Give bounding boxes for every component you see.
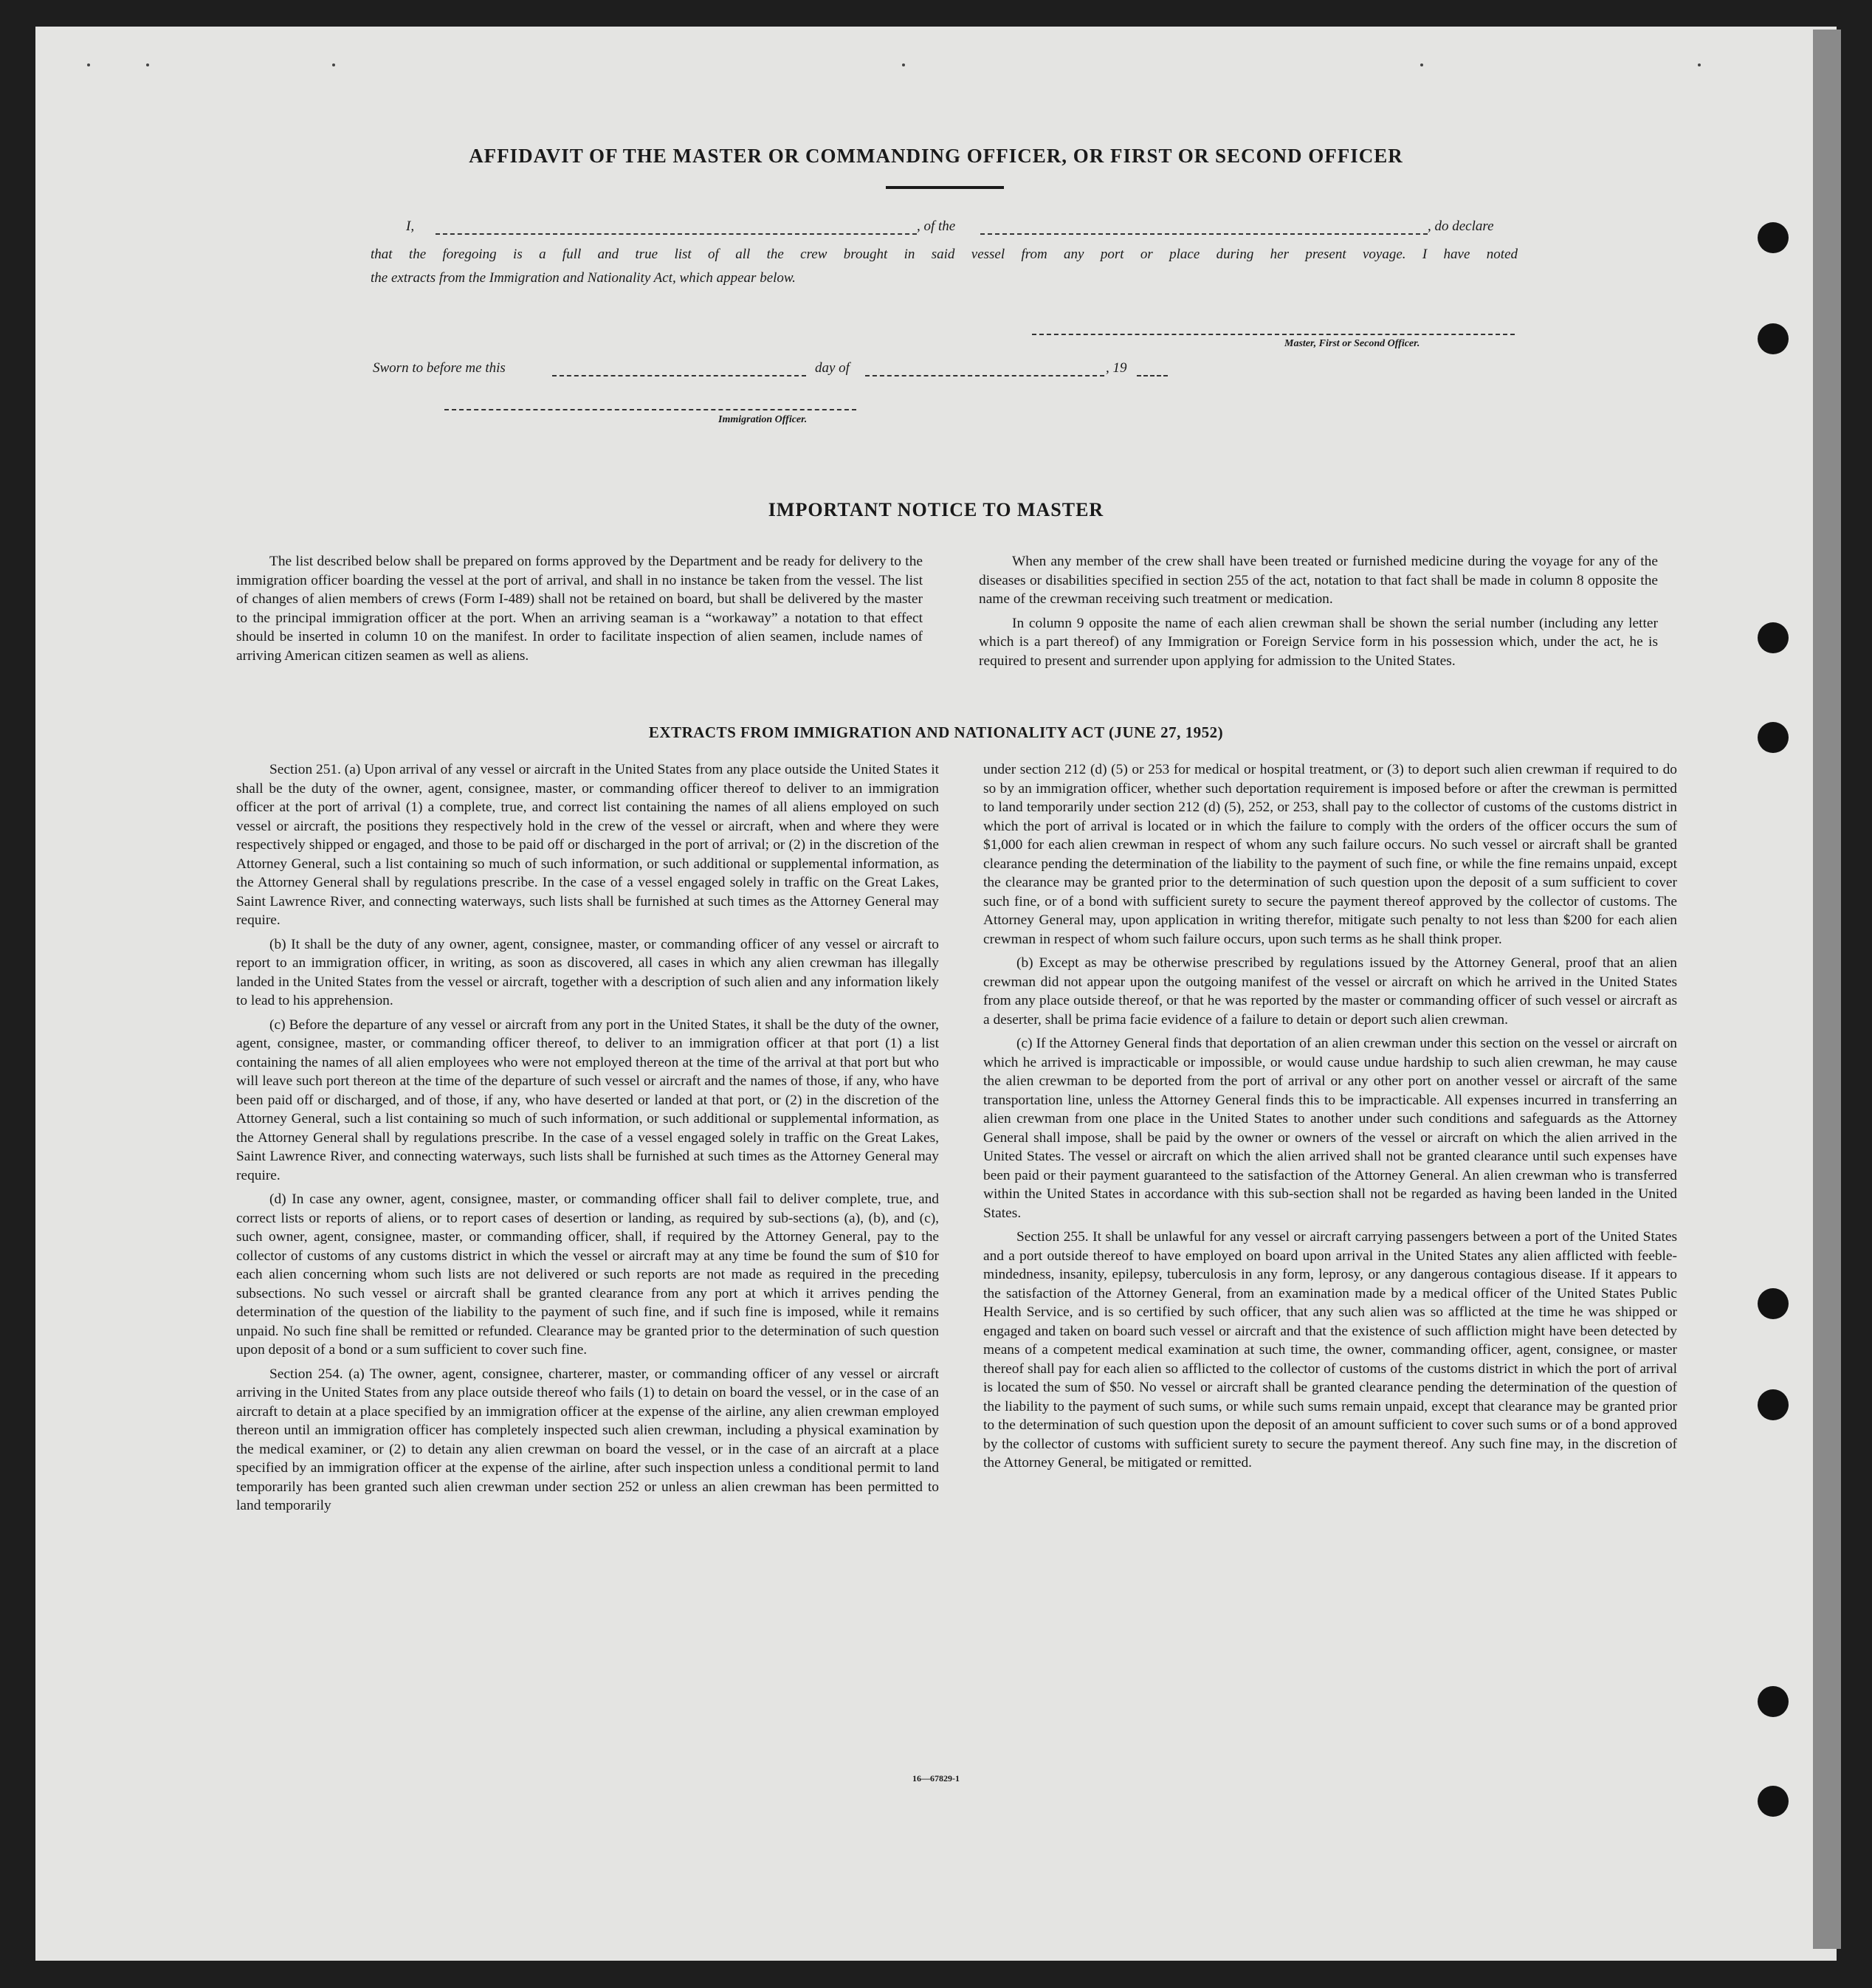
extracts-title: EXTRACTS FROM IMMIGRATION AND NATIONALITY ACT (JUNE 27, 1952) xyxy=(648,723,1224,741)
section-254-a-cont: under section 212 (d) (5) or 253 for medical or hospital treatment, or (3) to deport such alien crewman if required to do so by an immigration officer, whether such deportation requirement is imposed before or after the crewman is permitted to land temporarily under section 212 (d) (5), 252, or 253, shall pay to the collector of customs of the customs district in which the port of arrival is located or in which the failure to comply with the orders of the officer occurs the sum of $1,000 for each alien crewman in respect of whom any such failure occurs. No such vessel or aircraft shall be granted clearance pending the determination of the liability to the payment of such fine, or while the fine remains unpaid, except the clearance may be granted prior to the determination of such question upon the deposit of a sum sufficient to cover such fine, or of a bond with sufficient surety to secure the payment thereof approved by the collector of customs. The Attorney General may, upon application in writing therefor, mitigate such penalty to not less than $200 for each alien crewman in respect of whom such failure occurs, upon such terms as he shall think proper. xyxy=(983,762,1677,947)
title-rule xyxy=(886,186,1004,189)
vessel-name-line[interactable] xyxy=(980,233,1428,235)
section-254-a: Section 254. (a) The owner, agent, consignee, charterer, master, or commanding officer of any vessel or aircraft arriving in the United States from any place outside thereof who fails (1) to detain on board the vessel, or in the case of an aircraft to detain at a place specified by an immigration officer at the expense of the airline, any alien crewman employed thereon until an immigration officer has completely inspected such alien crewman, including a physical examination by the medical examiner, or (2) to detain any alien crewman on board the vessel, or in the case of an aircraft at a place specified by an immigration officer at the expense of the airline, after such inspection unless a conditional permit to land temporarily has been granted such alien crewman under section 252 or unless an alien crewman has been permitted to land temporarily xyxy=(236,1366,939,1513)
sworn-month-line[interactable] xyxy=(865,375,1104,376)
scan-speck xyxy=(332,63,335,66)
section-254-b: (b) Except as may be otherwise prescribed by regulations issued by the Attorney General, proof that an alien crewman did not appear upon the outgoing manifest of the vessel or aircraft on which he arrived in the United States from any place outside thereof, or that he was reported by the master or commanding officer of such vessel or aircraft as a deserter, shall be prima facie evidence of a failure to detain or deport such alien crewman. xyxy=(983,955,1677,1028)
notice-right-column xyxy=(979,552,1658,675)
sworn-day-line[interactable] xyxy=(552,375,806,376)
officer-signature-label: Immigration Officer. xyxy=(718,414,808,425)
punch-hole xyxy=(1758,622,1789,653)
section-251-b: (b) It shall be the duty of any owner, agent, consignee, master, or commanding officer of any vessel or aircraft to report to an immigration officer, in writing, as soon as discovered, all cases in which any alien crewman has illegally landed in the United States from the vessel or aircraft, together with a description of such alien and any information likely to lead to his apprehension. xyxy=(236,936,939,1008)
punch-hole xyxy=(1758,1389,1789,1420)
affidavit-statement-cont: the extracts from the Immigration and Nationality Act, which appear below. xyxy=(371,270,796,286)
section-251-c: (c) Before the departure of any vessel or aircraft from any port in the United States, it shall be the duty of the owner, agent, consignee, master, or commanding officer thereof, to deliver to an immigration officer at that port (1) a list containing the names of all alien employees who were not employed thereon at the time of the arrival at that port but who will leave such port thereon at the time of the departure of such vessel or aircraft and the names of those, if any, who have been paid off or discharged, and of those, if any, who have deserted or landed at that port, or (2) in the discretion of the Attorney General, such a list containing so much of such information, or such additional or supplemental information, as the Attorney General shall by regulations prescribe. In the case of a vessel engaged solely in traffic on the Great Lakes, Saint Lawrence River, and connecting waterways, such lists shall be furnished at such times as the Attorney General may require. xyxy=(236,1017,939,1183)
year-label: , 19 xyxy=(1106,360,1127,376)
officer-signature-line[interactable] xyxy=(444,409,856,410)
section-251-a: Section 251. (a) Upon arrival of any vessel or aircraft in the United States from any place outside the United States it shall be the duty of the owner, agent, consignee, master, or commanding officer thereof to deliver to an immigration officer at the port of arrival (1) a complete, true, and correct list containing the names of all aliens employed on such vessel or aircraft, the positions they respectively hold in the crew of the vessel or aircraft, when and where they were respectively shipped or engaged, and those to be paid off or discharged in the port of arrival; or (2) in the discretion of the Attorney General, such a list containing so much of such information, or such additional or supplemental information, as the Attorney General shall by regulations prescribe. In the case of a vessel engaged solely in traffic on the Great Lakes, Saint Lawrence River, and connecting waterways, such lists shall be furnished at such times as the Attorney General may require. xyxy=(236,762,939,928)
scan-speck xyxy=(1420,63,1423,66)
section-255: Section 255. It shall be unlawful for any vessel or aircraft carrying passengers between a port of the United States and a port outside thereof to have employed on board upon arrival in the United States any alien afflicted with feeble-mindedness, insanity, epilepsy, tuberculosis in any form, leprosy, or any dangerous contagious disease. If it appears to the satisfaction of the Attorney General, from an examination made by a medical officer of the United States Public Health Service, and is so certified by such officer, that any such alien was so afflicted at the time he was shipped or engaged and taken on board such vessel or aircraft and that the existence of such affliction might have been detected by means of a competent medical examination at such time, the owner, commanding officer, agent, consignee, or master thereof shall pay for each alien so afflicted to the collector of customs of the customs district in which the port of arrival is located the sum of $50. No vessel or aircraft shall be granted clearance pending the determination of the question of the liability to the payment of such sums, or while such sums remain unpaid, except that clearance may be granted prior to the determination of such question upon the deposit of an amount sufficient to cover such sums or of a bond approved by the collector of customs with sufficient surety to secure the payment thereof. Any such fine may, in the discretion of the Attorney General, be mitigated or remitted. xyxy=(983,1229,1677,1471)
of-the-label: , of the xyxy=(917,219,956,234)
affiant-name-line[interactable] xyxy=(436,233,917,235)
affidavit-title: AFFIDAVIT OF THE MASTER OR COMMANDING OFFICER, OR FIRST OR SECOND OFFICER xyxy=(469,145,1403,167)
do-declare-label: , do declare xyxy=(1428,219,1494,234)
scan-speck xyxy=(146,63,149,66)
form-number: 16—67829-1 xyxy=(912,1773,960,1784)
extracts-right-column xyxy=(983,760,1677,1478)
scan-speck xyxy=(87,63,90,66)
notice-paragraph: When any member of the crew shall have been treated or furnished medicine during the voyage for any of the diseases or disabilities specified in section 255 of the act, notation to that fact shall be made in column 8 opposite the name of the crewman receiving such treatment or medication. xyxy=(979,554,1658,607)
section-251-d: (d) In case any owner, agent, consignee, master, or commanding officer shall fail to deliver complete, true, and correct lists or reports of aliens, or to report cases of desertion or landing, as required by sub-sections (a), (b), and (c), such owner, agent, consignee, master, or commanding officer, shall, if required by the Attorney General, pay to the collector of customs of any customs district in which the vessel or aircraft may at any time be found the sum of $10 for each alien concerning whom such lists are not delivered or such reports are not made as required in the preceding subsections. No such vessel or aircraft shall be granted clearance from any port at which it arrives pending the determination of the question of the liability to the payment of such fine, and if such fine is imposed, while it remains unpaid. No such fine shall be remitted or refunded. Clearance may be granted prior to the determination of such question upon deposit of a bond or a sum sufficient to cover such fine. xyxy=(236,1191,939,1358)
master-signature-line[interactable] xyxy=(1032,334,1515,335)
master-signature-label: Master, First or Second Officer. xyxy=(1284,338,1420,349)
punch-hole xyxy=(1758,1786,1789,1817)
notice-paragraph: The list described below shall be prepared on forms approved by the Department and be ready for delivery to the immigration officer boarding the vessel at the port of arrival, and shall in no instance be taken from the vessel. The list of changes of alien members of crews (Form I-489) shall not be retained on board, but shall be delivered by the master to the principal immigration officer at the port. When an arriving seaman is a “workaway” a notation to that effect should be inserted in column 10 on the manifest. In order to facilitate inspection of alien seamen, include names of arriving American citizen seamen as well as aliens. xyxy=(236,554,923,664)
day-of-label: day of xyxy=(815,360,850,376)
affiant-prefix: I, xyxy=(406,219,415,234)
punch-hole xyxy=(1758,1686,1789,1717)
sworn-label: Sworn to before me this xyxy=(373,360,506,376)
punch-hole xyxy=(1758,222,1789,253)
section-254-c: (c) If the Attorney General finds that deportation of an alien crewman under this section on the vessel or aircraft on which he arrived is impracticable or impossible, or would cause undue hardship to such alien crewman, he may cause the alien crewman to be deported from the port of arrival or any other port on another vessel or aircraft of the same transportation line, unless the Attorney General finds this to be impracticable. All expenses incurred in transferring an alien crewman from one place in the United States to another under such conditions and safeguards as the Attorney General shall impose, shall be paid by the owner or owners of the vessel or aircraft on which the alien arrived in the United States. The vessel or aircraft on which the alien arrived shall not be granted clearance until such expenses have been paid or their payment guaranteed to the satisfaction of the Attorney General. An alien crewman who is transferred within the United States in accordance with this sub-section shall not be regarded as having been landed in the United States. xyxy=(983,1036,1677,1221)
scan-edge xyxy=(1813,30,1841,1949)
notice-left-column xyxy=(236,552,923,670)
extracts-left-column xyxy=(236,760,939,1521)
punch-hole xyxy=(1758,1288,1789,1319)
sworn-year-line[interactable] xyxy=(1137,375,1168,376)
notice-title: IMPORTANT NOTICE TO MASTER xyxy=(768,499,1104,520)
punch-hole xyxy=(1758,323,1789,354)
scan-speck xyxy=(1698,63,1701,66)
affidavit-statement: that the foregoing is a full and true list of all the crew brought in said vessel from any port or place during her present voyage. I have noted xyxy=(371,247,1518,262)
scan-speck xyxy=(902,63,905,66)
notice-paragraph: In column 9 opposite the name of each alien crewman shall be shown the serial number (including any letter which is a part thereof) of any Immigration or Foreign Service form in his possession which, under the act, he is required to present and surrender upon applying for admission to the United States. xyxy=(979,615,1658,669)
